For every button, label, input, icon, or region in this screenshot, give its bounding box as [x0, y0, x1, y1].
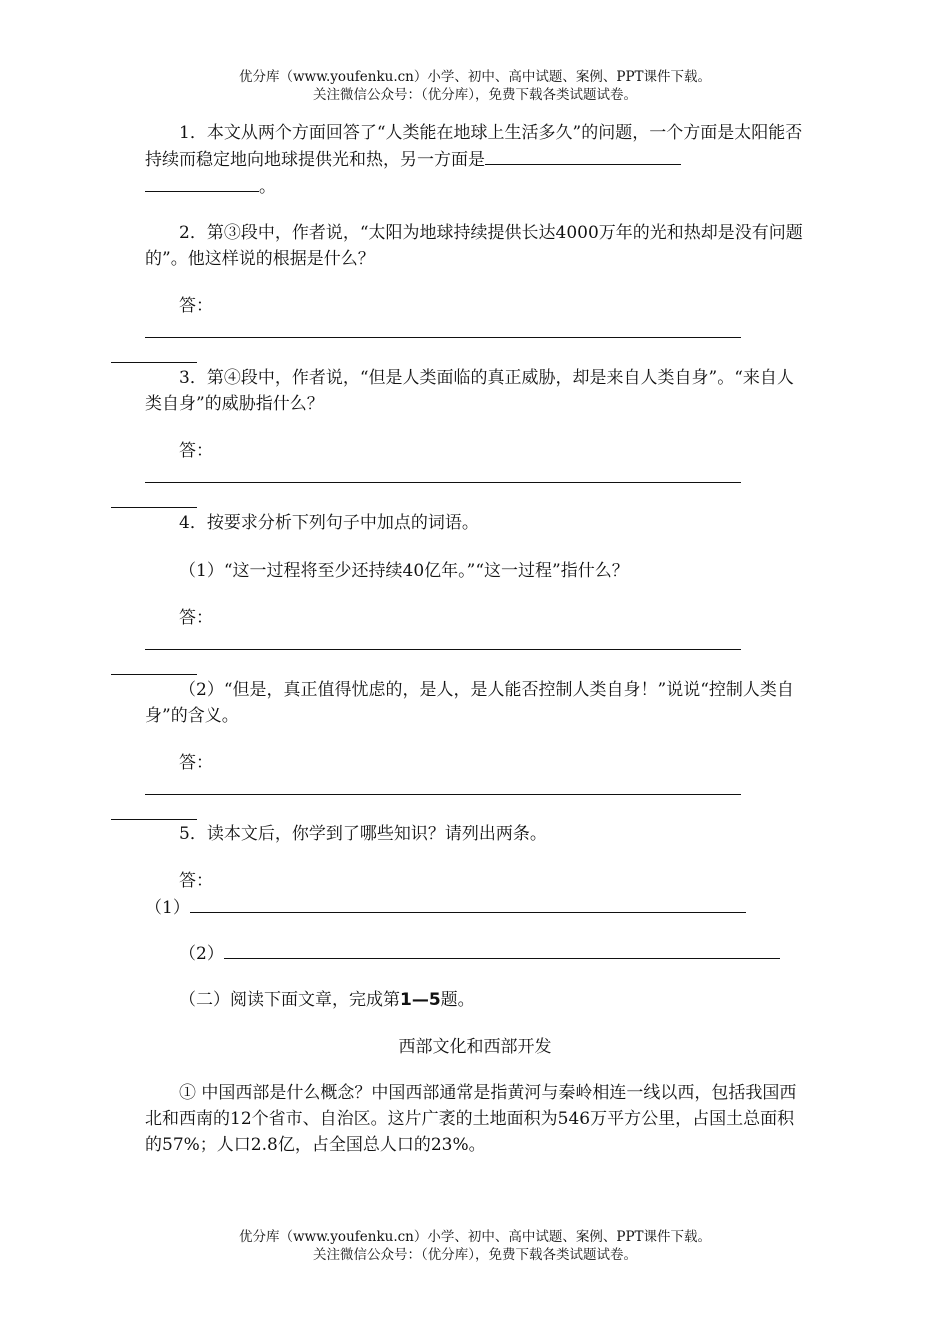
section-2-intro-b: 题。	[440, 990, 475, 1010]
answer-2	[145, 293, 805, 363]
answer-5-2-label: （2）	[179, 944, 224, 964]
answer-4-2-line-cont	[111, 803, 197, 820]
question-1-end: 。	[259, 177, 276, 197]
answer-2-line	[145, 319, 741, 338]
answer-4-1-label: 答：	[179, 608, 213, 628]
answer-3-label: 答：	[179, 441, 213, 461]
section-2-intro-range: 1—5	[400, 990, 441, 1010]
answer-2-label: 答：	[179, 296, 213, 316]
section-2-intro-a: （二）阅读下面文章，完成第	[179, 990, 400, 1010]
answer-5-1-line	[190, 894, 746, 913]
answer-4-2-label: 答：	[179, 753, 213, 773]
answer-5-label: 答：	[179, 871, 213, 891]
answer-4-2	[145, 750, 805, 820]
question-1-blank-cont	[145, 173, 259, 192]
question-5: 5．读本文后，你学到了哪些知识？请列出两条。	[179, 824, 547, 844]
answer-3	[145, 438, 805, 508]
answer-3-line-cont	[111, 491, 197, 508]
question-1-blank	[485, 146, 681, 165]
header-line-2: 关注微信公众号：（优分库），免费下载各类试题试卷。	[313, 87, 637, 103]
page-footer	[0, 1228, 950, 1264]
footer-line-2: 关注微信公众号：（优分库），免费下载各类试题试卷。	[313, 1247, 637, 1263]
question-4: 4．按要求分析下列句子中加点的词语。	[179, 513, 479, 533]
page-header	[0, 68, 950, 104]
question-4-2: （2）“但是，真正值得忧虑的，是人，是人能否控制人类自身！”说说“控制人类自身”的含义。	[145, 680, 794, 726]
question-2: 2．第③段中，作者说，“太阳为地球持续提供长达4000万年的光和热却是没有问题的”。他这样说的根据是什么？	[145, 223, 803, 269]
footer-line-1: 优分库（www.youfenku.cn）小学、初中、高中试题、案例、PPT课件下载。	[238, 1229, 712, 1245]
answer-3-line	[145, 464, 741, 483]
answer-4-1-line-cont	[111, 658, 197, 675]
answer-2-line-cont	[111, 346, 197, 363]
answer-5-2-line	[224, 940, 780, 959]
question-1	[145, 120, 805, 200]
article-title: 西部文化和西部开发	[398, 1037, 552, 1057]
answer-5-1	[145, 894, 805, 921]
section-2-intro	[145, 987, 805, 1013]
question-4-1: （1）“这一过程将至少还持续40亿年。”“这一过程”指什么？	[179, 561, 629, 581]
question-1-text: 1．本文从两个方面回答了“人类能在地球上生活多久”的问题，一个方面是太阳能否持续而稳定地向地球提供光和热，另一方面是	[145, 123, 803, 170]
article-paragraph-1: ① 中国西部是什么概念？中国西部通常是指黄河与秦岭相连一线以西，包括我国西北和西南的12个省市、自治区。这片广袤的土地面积为546万平方公里，占国土总面积的57%；人口2.8亿，占全国总人口的23%。	[145, 1083, 797, 1155]
answer-4-1	[145, 605, 805, 675]
question-3: 3．第④段中，作者说，“但是人类面临的真正威胁，却是来自人类自身”。“来自人类自身”的威胁指什么？	[145, 368, 794, 414]
answer-4-1-line	[145, 631, 741, 650]
answer-5-1-label: （1）	[145, 898, 190, 918]
answer-4-2-line	[145, 776, 741, 795]
header-line-1: 优分库（www.youfenku.cn）小学、初中、高中试题、案例、PPT课件下载。	[238, 69, 712, 85]
answer-5-2	[145, 940, 805, 967]
